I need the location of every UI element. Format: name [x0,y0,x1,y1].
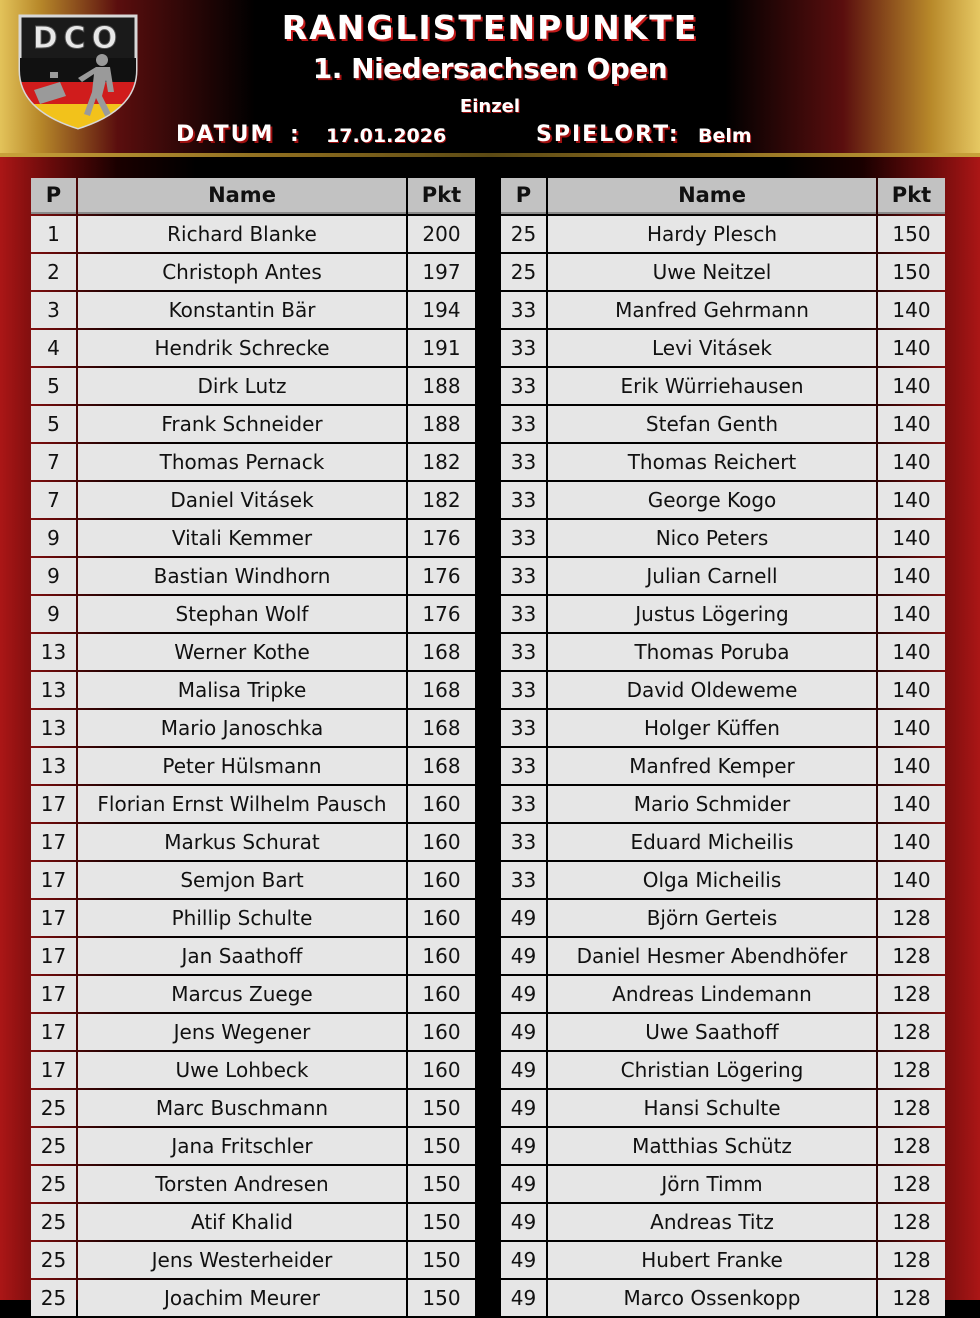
rank-cell: 25 [501,254,546,290]
name-cell: Olga Micheilis [548,862,876,898]
points-cell: 128 [878,938,945,974]
name-cell: Jan Saathoff [78,938,406,974]
rank-cell: 17 [31,1052,76,1088]
rank-cell: 49 [501,938,546,974]
points-cell: 188 [408,406,475,442]
points-cell: 160 [408,938,475,974]
points-cell: 160 [408,1052,475,1088]
rank-cell: 33 [501,558,546,594]
name-cell: Bastian Windhorn [78,558,406,594]
rank-cell: 1 [31,216,76,252]
points-cell: 200 [408,216,475,252]
table-row [501,976,945,1012]
name-cell: Malisa Tripke [78,672,406,708]
points-cell: 168 [408,672,475,708]
column-header-name: Name [548,178,876,214]
table-row [501,330,945,366]
name-cell: Stefan Genth [548,406,876,442]
points-cell: 140 [878,406,945,442]
rank-cell: 33 [501,330,546,366]
name-cell: David Oldeweme [548,672,876,708]
name-cell: Thomas Reichert [548,444,876,480]
rank-cell: 17 [31,938,76,974]
name-cell: Atif Khalid [78,1204,406,1240]
points-cell: 150 [408,1128,475,1164]
table-row [501,1014,945,1050]
rank-cell: 25 [501,216,546,252]
name-cell: Manfred Gehrmann [548,292,876,328]
points-cell: 168 [408,710,475,746]
name-cell: Richard Blanke [78,216,406,252]
table-row [31,672,475,708]
table-row [31,748,475,784]
points-cell: 150 [878,254,945,290]
table-row [501,710,945,746]
name-cell: Jens Westerheider [78,1242,406,1278]
table-row [501,634,945,670]
column-header-rank: P [31,178,76,214]
name-cell: Thomas Poruba [548,634,876,670]
points-cell: 128 [878,976,945,1012]
mode-label: Einzel [459,96,521,117]
name-cell: Hendrik Schrecke [78,330,406,366]
table-row [31,862,475,898]
rank-cell: 33 [501,368,546,404]
rank-cell: 17 [31,786,76,822]
rank-cell: 17 [31,976,76,1012]
name-cell: Uwe Neitzel [548,254,876,290]
venue-value: Belm [698,125,752,147]
rank-cell: 49 [501,1166,546,1202]
table-row [31,216,475,252]
date-label: DATUM [176,122,275,147]
points-cell: 182 [408,444,475,480]
name-cell: Mario Janoschka [78,710,406,746]
table-row [501,786,945,822]
name-cell: Peter Hülsmann [78,748,406,784]
rank-cell: 49 [501,1014,546,1050]
points-cell: 140 [878,824,945,860]
table-row [501,1052,945,1088]
name-cell: Nico Peters [548,520,876,556]
column-header-points: Pkt [878,178,945,214]
points-cell: 176 [408,596,475,632]
table-row [31,900,475,936]
name-cell: Levi Vitásek [548,330,876,366]
points-cell: 140 [878,634,945,670]
points-cell: 140 [878,710,945,746]
points-cell: 128 [878,1280,945,1316]
rank-cell: 13 [31,634,76,670]
rank-cell: 33 [501,748,546,784]
rank-cell: 49 [501,1052,546,1088]
points-cell: 140 [878,444,945,480]
table-row [501,292,945,328]
name-cell: Konstantin Bär [78,292,406,328]
table-row [501,254,945,290]
points-cell: 140 [878,596,945,632]
points-cell: 160 [408,786,475,822]
points-cell: 128 [878,1052,945,1088]
rank-cell: 33 [501,710,546,746]
table-row [31,292,475,328]
name-cell: Hardy Plesch [548,216,876,252]
rank-cell: 33 [501,862,546,898]
table-row [501,824,945,860]
rank-cell: 17 [31,1014,76,1050]
points-cell: 150 [408,1242,475,1278]
points-cell: 182 [408,482,475,518]
rank-cell: 17 [31,862,76,898]
table-row [31,368,475,404]
name-cell: Jens Wegener [78,1014,406,1050]
table-header-row [31,178,475,214]
date-separator: : [290,122,301,147]
table-row [501,520,945,556]
name-cell: Dirk Lutz [78,368,406,404]
points-cell: 160 [408,1014,475,1050]
rank-cell: 49 [501,1090,546,1126]
page-title: RANGLISTENPUNKTE [281,8,699,47]
points-cell: 128 [878,1204,945,1240]
table-row [31,1280,475,1316]
table-row [31,1128,475,1164]
tournament-name: 1. Niedersachsen Open [312,52,668,85]
points-cell: 168 [408,748,475,784]
table-header-row [501,178,945,214]
table-row [501,368,945,404]
table-row [31,1204,475,1240]
rank-cell: 4 [31,330,76,366]
points-cell: 140 [878,482,945,518]
points-cell: 150 [408,1204,475,1240]
venue-label: SPIELORT: [536,122,680,147]
date-value: 17.01.2026 [326,125,447,147]
table-row [31,406,475,442]
rank-cell: 3 [31,292,76,328]
points-cell: 194 [408,292,475,328]
rank-cell: 33 [501,444,546,480]
table-row [31,824,475,860]
name-cell: Uwe Lohbeck [78,1052,406,1088]
name-cell: Christoph Antes [78,254,406,290]
points-cell: 176 [408,558,475,594]
table-row [501,596,945,632]
rank-cell: 49 [501,1128,546,1164]
table-row [31,634,475,670]
table-row [31,520,475,556]
rank-cell: 33 [501,672,546,708]
table-row [31,710,475,746]
rank-cell: 33 [501,824,546,860]
table-row [31,596,475,632]
name-cell: Uwe Saathoff [548,1014,876,1050]
table-row [501,1128,945,1164]
rank-cell: 25 [31,1204,76,1240]
points-cell: 160 [408,976,475,1012]
points-cell: 140 [878,786,945,822]
points-cell: 140 [878,862,945,898]
points-cell: 128 [878,1090,945,1126]
points-cell: 150 [878,216,945,252]
name-cell: Andreas Titz [548,1204,876,1240]
name-cell: Matthias Schütz [548,1128,876,1164]
rank-cell: 13 [31,748,76,784]
points-cell: 140 [878,292,945,328]
rank-cell: 17 [31,824,76,860]
name-cell: Erik Würriehausen [548,368,876,404]
points-cell: 140 [878,558,945,594]
table-row [31,1090,475,1126]
table-row [501,900,945,936]
rank-cell: 9 [31,596,76,632]
rank-cell: 33 [501,406,546,442]
points-cell: 160 [408,862,475,898]
points-cell: 128 [878,1128,945,1164]
points-cell: 150 [408,1090,475,1126]
points-cell: 160 [408,824,475,860]
points-cell: 140 [878,330,945,366]
rank-cell: 33 [501,786,546,822]
points-cell: 128 [878,1242,945,1278]
table-row [31,976,475,1012]
name-cell: Jörn Timm [548,1166,876,1202]
rank-cell: 33 [501,520,546,556]
center-divider [487,157,491,165]
rank-cell: 25 [31,1128,76,1164]
name-cell: George Kogo [548,482,876,518]
table-row [501,1090,945,1126]
rank-cell: 25 [31,1242,76,1278]
name-cell: Torsten Andresen [78,1166,406,1202]
name-cell: Florian Ernst Wilhelm Pausch [78,786,406,822]
points-cell: 140 [878,748,945,784]
name-cell: Holger Küffen [548,710,876,746]
name-cell: Phillip Schulte [78,900,406,936]
column-header-points: Pkt [408,178,475,214]
name-cell: Mario Schmider [548,786,876,822]
table-row [501,558,945,594]
points-cell: 128 [878,1166,945,1202]
rank-cell: 9 [31,558,76,594]
name-cell: Eduard Micheilis [548,824,876,860]
rank-cell: 13 [31,710,76,746]
points-cell: 168 [408,634,475,670]
name-cell: Werner Kothe [78,634,406,670]
points-cell: 160 [408,900,475,936]
name-cell: Vitali Kemmer [78,520,406,556]
logo-text: DCO [32,21,124,56]
rank-cell: 49 [501,1242,546,1278]
rank-cell: 49 [501,1280,546,1316]
rank-cell: 2 [31,254,76,290]
rank-cell: 7 [31,444,76,480]
rank-cell: 25 [31,1280,76,1316]
rank-cell: 49 [501,976,546,1012]
rank-cell: 25 [31,1090,76,1126]
table-row [31,330,475,366]
name-cell: Thomas Pernack [78,444,406,480]
rank-cell: 33 [501,596,546,632]
name-cell: Andreas Lindemann [548,976,876,1012]
table-row [31,482,475,518]
points-cell: 150 [408,1280,475,1316]
column-header-name: Name [78,178,406,214]
points-cell: 188 [408,368,475,404]
points-cell: 140 [878,368,945,404]
rank-cell: 17 [31,900,76,936]
rank-cell: 13 [31,672,76,708]
table-row [31,1242,475,1278]
table-row [501,862,945,898]
table-row [501,1204,945,1240]
name-cell: Hubert Franke [548,1242,876,1278]
ranking-table-right [499,176,947,1318]
rank-cell: 25 [31,1166,76,1202]
points-cell: 128 [878,900,945,936]
table-row [501,748,945,784]
rank-cell: 5 [31,406,76,442]
rank-cell: 5 [31,368,76,404]
points-cell: 128 [878,1014,945,1050]
name-cell: Manfred Kemper [548,748,876,784]
rank-cell: 9 [31,520,76,556]
table-row [501,1166,945,1202]
name-cell: Björn Gerteis [548,900,876,936]
table-row [501,482,945,518]
table-row [31,444,475,480]
name-cell: Semjon Bart [78,862,406,898]
table-row [501,406,945,442]
rank-cell: 49 [501,900,546,936]
name-cell: Markus Schurat [78,824,406,860]
table-row [31,1166,475,1202]
points-cell: 140 [878,672,945,708]
name-cell: Marcus Zuege [78,976,406,1012]
points-cell: 176 [408,520,475,556]
table-row [31,1052,475,1088]
table-row [31,254,475,290]
points-cell: 150 [408,1166,475,1202]
name-cell: Daniel Vitásek [78,482,406,518]
table-row [501,1242,945,1278]
table-row [31,1014,475,1050]
table-row [501,216,945,252]
name-cell: Justus Lögering [548,596,876,632]
rank-cell: 7 [31,482,76,518]
name-cell: Christian Lögering [548,1052,876,1088]
name-cell: Jana Fritschler [78,1128,406,1164]
points-cell: 140 [878,520,945,556]
table-row [501,672,945,708]
name-cell: Marc Buschmann [78,1090,406,1126]
points-cell: 191 [408,330,475,366]
name-cell: Marco Ossenkopp [548,1280,876,1316]
ranking-table-left [29,176,477,1318]
column-header-rank: P [501,178,546,214]
table-row [501,444,945,480]
table-row [501,938,945,974]
name-cell: Frank Schneider [78,406,406,442]
name-cell: Julian Carnell [548,558,876,594]
name-cell: Joachim Meurer [78,1280,406,1316]
name-cell: Hansi Schulte [548,1090,876,1126]
rank-cell: 33 [501,634,546,670]
table-row [31,558,475,594]
table-row [501,1280,945,1316]
name-cell: Daniel Hesmer Abendhöfer [548,938,876,974]
table-row [31,938,475,974]
rank-cell: 33 [501,292,546,328]
name-cell: Stephan Wolf [78,596,406,632]
rank-cell: 33 [501,482,546,518]
points-cell: 197 [408,254,475,290]
rank-cell: 49 [501,1204,546,1240]
table-row [31,786,475,822]
